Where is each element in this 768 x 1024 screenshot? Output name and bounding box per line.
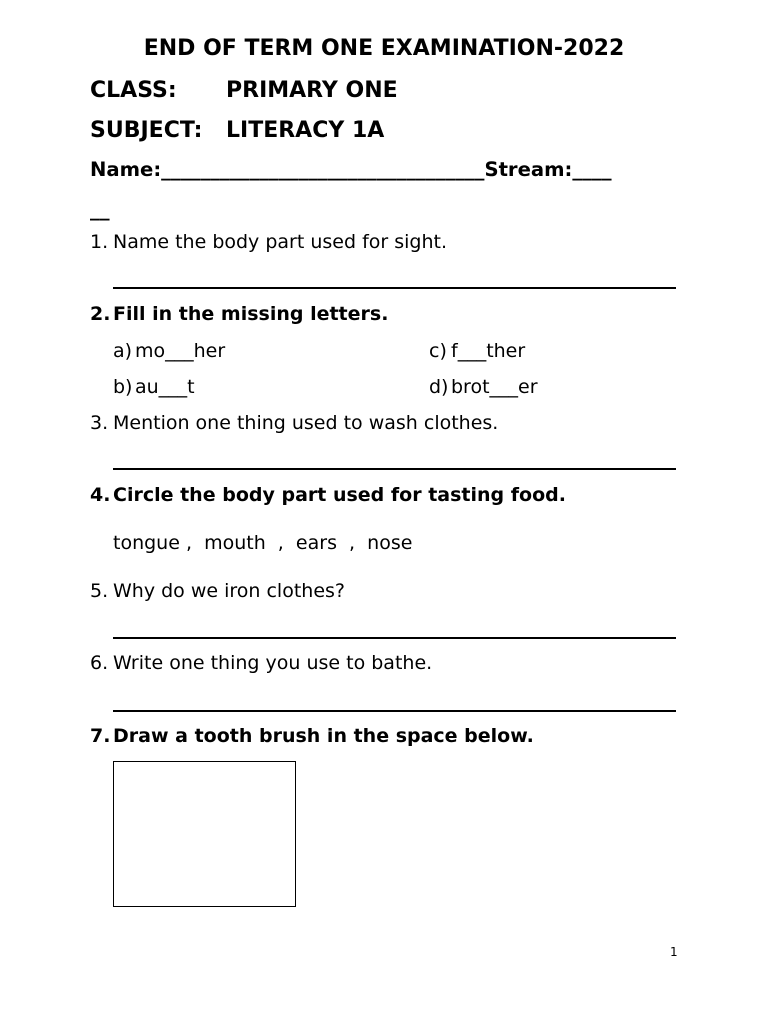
question-5 bbox=[90, 580, 345, 602]
answer-line-5[interactable] bbox=[113, 637, 676, 639]
item-word[interactable]: brot___er bbox=[451, 376, 538, 398]
answer-line-1[interactable] bbox=[113, 287, 676, 289]
answer-line-3[interactable] bbox=[113, 468, 676, 470]
question-4 bbox=[90, 484, 566, 506]
question-number: 2. bbox=[90, 303, 111, 325]
item-label: b) bbox=[113, 376, 133, 398]
question-number: 3. bbox=[90, 412, 109, 434]
question-text: Why do we iron clothes? bbox=[113, 580, 345, 602]
item-label: a) bbox=[113, 340, 133, 362]
item-word[interactable]: au___t bbox=[135, 376, 195, 398]
question-7 bbox=[90, 725, 534, 747]
name-stream-line-wrap: __ bbox=[90, 198, 110, 221]
question-number: 7. bbox=[90, 725, 111, 747]
question-6 bbox=[90, 652, 432, 674]
question-text: Fill in the missing letters. bbox=[113, 303, 389, 325]
item-word[interactable]: f___ther bbox=[451, 340, 526, 362]
question-2 bbox=[90, 303, 388, 325]
item-label: c) bbox=[429, 340, 447, 362]
missing-letter-a bbox=[113, 340, 225, 362]
exam-title: END OF TERM ONE EXAMINATION-2022 bbox=[143, 36, 625, 61]
question-3 bbox=[90, 412, 498, 434]
page-number: 1 bbox=[670, 945, 678, 959]
drawing-box[interactable] bbox=[113, 761, 296, 907]
name-stream-line[interactable]: Name:_________________________________Stream:____ bbox=[90, 158, 612, 181]
missing-letter-b bbox=[113, 376, 195, 398]
class-label: CLASS: bbox=[90, 78, 177, 103]
answer-line-6[interactable] bbox=[113, 710, 676, 712]
question-text: Draw a tooth brush in the space below. bbox=[113, 725, 534, 747]
class-value: PRIMARY ONE bbox=[226, 78, 398, 103]
question-text: Write one thing you use to bathe. bbox=[113, 652, 433, 674]
question-text: Mention one thing used to wash clothes. bbox=[113, 412, 499, 434]
question-number: 5. bbox=[90, 580, 109, 602]
question-number: 4. bbox=[90, 484, 111, 506]
subject-value: LITERACY 1A bbox=[226, 118, 385, 143]
item-word[interactable]: mo___her bbox=[135, 340, 226, 362]
missing-letter-c bbox=[429, 340, 525, 362]
question-text: Name the body part used for sight. bbox=[113, 231, 448, 253]
subject-label: SUBJECT: bbox=[90, 118, 203, 143]
tasting-options[interactable]: tongue , mouth , ears , nose bbox=[113, 532, 413, 554]
question-1 bbox=[90, 231, 447, 253]
missing-letter-d bbox=[429, 376, 538, 398]
question-text: Circle the body part used for tasting food. bbox=[113, 484, 566, 506]
question-number: 6. bbox=[90, 652, 109, 674]
question-number: 1. bbox=[90, 231, 109, 253]
item-label: d) bbox=[429, 376, 449, 398]
